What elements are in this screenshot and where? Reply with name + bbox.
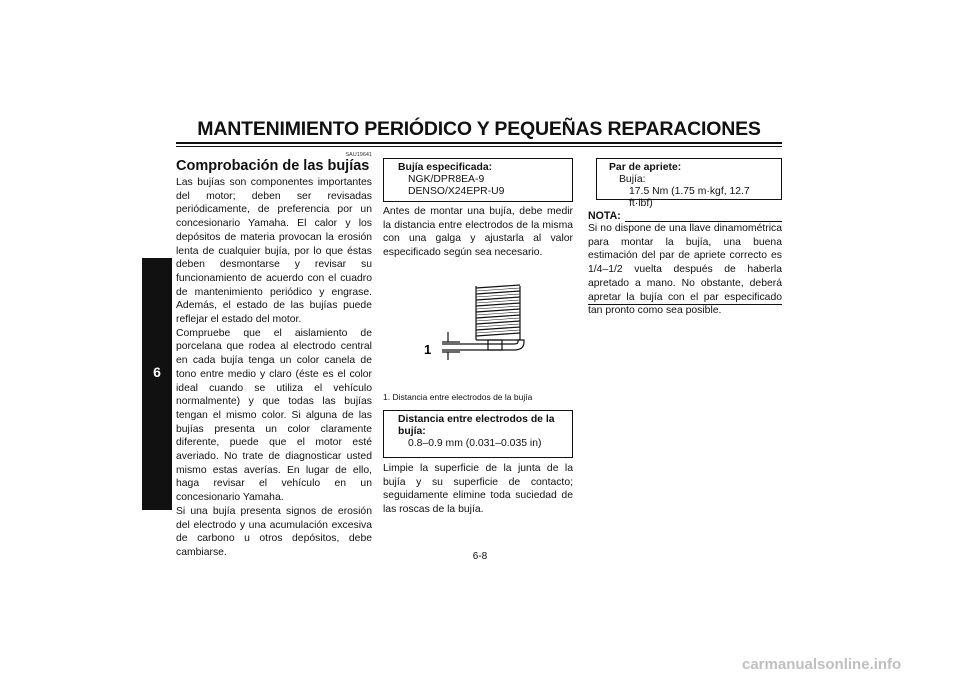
spec-title: Bujía especificada: <box>398 162 493 173</box>
page-title: MANTENIMIENTO PERIÓDICO Y PEQUEÑAS REPARACIONES <box>197 118 761 140</box>
spark-plug-figure <box>418 282 528 362</box>
torque-box <box>596 158 782 209</box>
paragraph: Las bujías son componentes importantes del motor; deben ser revisadas periódicamente, de preferencia por un concesionario Yamaha. El calor y los depósitos de materia provocan la erosión lenta de cualquier bujía, por lo que éstas deben desmontarse y revisar su funcionamiento de acuerdo con el cuadro de mantenimiento periódico y engrase. Además, el estado de las bujías puede reflejar el estado del motor. <box>176 177 372 326</box>
spec-line: NGK/DPR8EA-9 <box>408 174 485 185</box>
page-number: 6-8 <box>472 551 488 562</box>
chapter-tab <box>142 258 172 510</box>
header-rule-thin <box>176 146 782 147</box>
gap-box <box>383 410 573 458</box>
chapter-number: 6 <box>153 364 161 380</box>
section-code: SAU19641 <box>345 152 372 158</box>
spec-box <box>383 158 573 202</box>
section-heading: Comprobación de las bujías <box>176 158 370 174</box>
torque-title: Par de apriete: <box>609 162 682 173</box>
paragraph: Compruebe que el aislamiento de porcelana que rodea al electrodo central en cada bujía tenga un color canela de tono entre medio y claro (éste es el color ideal cuando se utiliza el vehículo normalmente) y que todas las bujías tengan el mismo color. Si alguna de las bujías presenta un color claramente diferente, puede que el motor esté averiado. No trate de diagnosticar usted mismo estas averías. En lugar de ello, haga revisar el vehículo en un concesionario Yamaha. <box>176 327 372 504</box>
figure-caption: 1. Distancia entre electrodos de la bujía <box>383 392 533 402</box>
spec-line: DENSO/X24EPR-U9 <box>408 186 505 197</box>
paragraph: Limpie la superficie de la junta de la bujía y su superficie de contacto; seguidamente elimine toda suciedad de las roscas de la bujía. <box>383 463 573 516</box>
figure-callout: 1 <box>424 342 432 357</box>
left-column <box>176 176 372 560</box>
paragraph: Antes de montar una bujía, debe medir la distancia entre electrodos de la misma con una galga y ajustarla al valor especificado según sea necesario. <box>383 206 573 259</box>
header-rule <box>176 142 782 144</box>
gap-value: 0.8–0.9 mm (0.031–0.035 in) <box>408 438 542 449</box>
torque-item: Bujía: <box>619 174 646 185</box>
paragraph: Si una bujía presenta signos de erosión del electrodo y una acumulación excesiva de carbono u otros depósitos, debe cambiarse. <box>176 505 372 558</box>
note-text: Si no dispone de una llave dinamométrica para montar la bujía, una buena estimación del par de apriete correcto es 1/4–1/2 vuelta después de haberla apretado a mano. No obstante, deberá apretar la bujía con el par especificado tan pronto como sea posible. <box>588 223 782 317</box>
watermark: carmanualsonline.info <box>742 656 902 673</box>
note-label: NOTA: <box>588 210 621 222</box>
note-end-rule <box>588 304 782 305</box>
torque-value: 17.5 Nm (1.75 m·kgf, 12.7 ft·lbf) <box>629 186 750 209</box>
gap-title: Distancia entre electrodos de la bujía: <box>398 414 555 437</box>
